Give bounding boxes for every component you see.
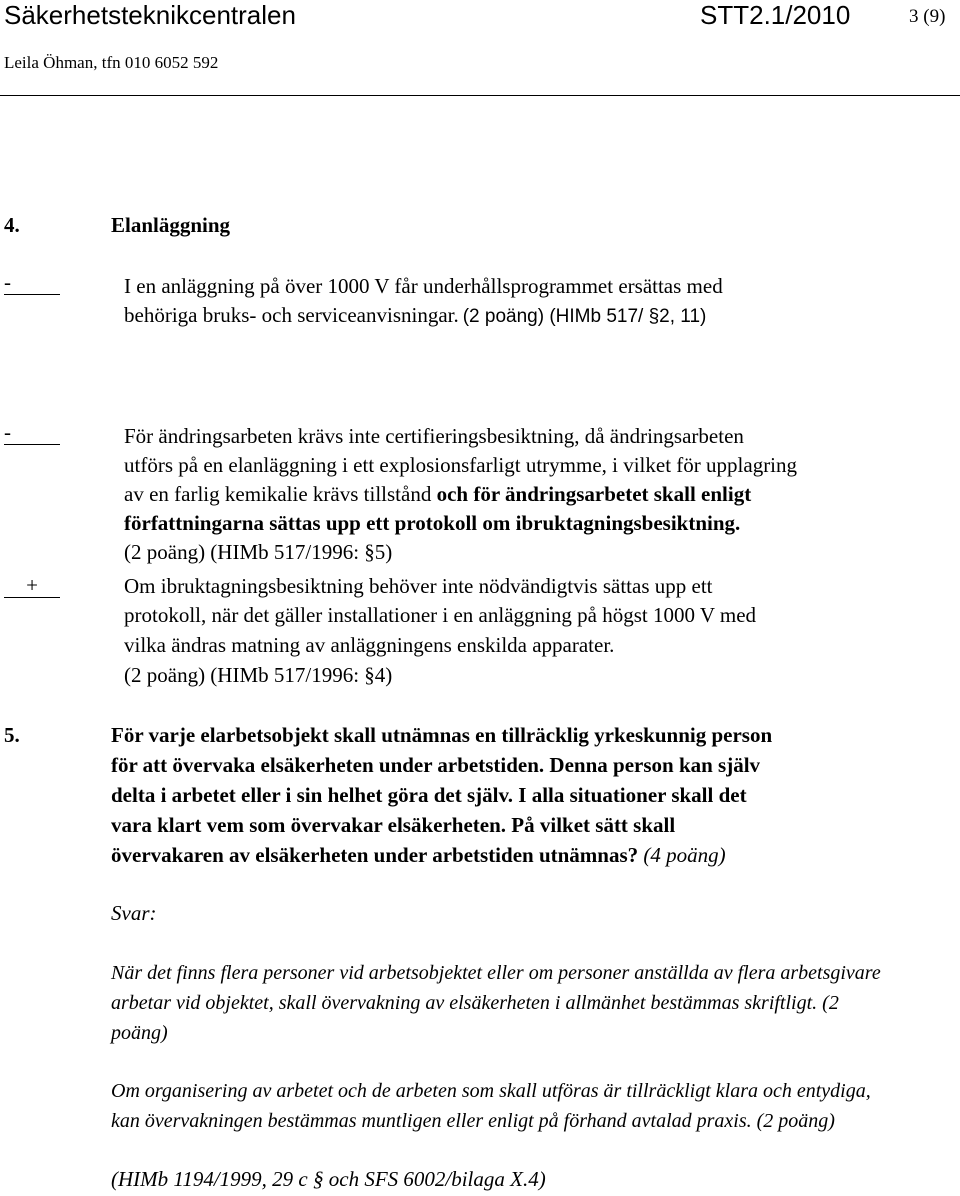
item-2-line-3 xyxy=(124,479,751,509)
item-3-line-1: Om ibruktagningsbesiktning behöver inte nödvändigtvis sättas upp ett xyxy=(124,574,713,598)
item-3-ref: (2 poäng) (HIMb 517/1996: §4) xyxy=(124,663,393,687)
item-3-line-3: vilka ändras matning av anläggningens enskilda apparater. xyxy=(124,633,615,657)
item-2-bold-line-1: och för ändringsarbetet skall enligt xyxy=(436,482,752,506)
question-line-2: för att övervaka elsäkerheten under arbetstiden. Denna person kan själv xyxy=(111,753,761,777)
item-2-line-1: För ändringsarbeten krävs inte certifieringsbesiktning, då ändringsarbeten xyxy=(124,424,744,448)
section-4-number: 4. xyxy=(4,213,20,237)
question-line-3: delta i arbetet eller i sin helhet göra det själv. I alla situationer skall det xyxy=(111,783,747,807)
item-3-mark: + xyxy=(4,573,60,598)
item-1-mark: - xyxy=(4,270,60,295)
question-line-4: vara klart vem som övervakar elsäkerheten. På vilket sätt skall xyxy=(111,813,676,837)
item-2-line-3-text: av en farlig kemikalie krävs tillstånd xyxy=(124,482,432,506)
section-5-number: 5. xyxy=(4,723,20,747)
question-line-5 xyxy=(111,840,726,870)
item-2-bold-line-2: författningarna sättas upp ett protokoll om ibruktagningsbesiktning. xyxy=(124,511,741,535)
answer-label: Svar: xyxy=(111,901,157,925)
question-points: (4 poäng) xyxy=(643,843,726,867)
author-contact: Leila Öhman, tfn 010 6052 592 xyxy=(4,53,219,72)
item-1-ref: (2 poäng) (HIMb 517/ §2, 11) xyxy=(462,306,707,327)
item-2-ref: (2 poäng) (HIMb 517/1996: §5) xyxy=(124,540,393,564)
question-line-1: För varje elarbetsobjekt skall utnämnas en tillräcklig yrkeskunnig person xyxy=(111,723,773,747)
page-number: 3 (9) xyxy=(909,6,946,27)
question-line-5-text: övervakaren av elsäkerheten under arbetstiden utnämnas? xyxy=(111,843,639,867)
answer-p1-line-1: När det finns flera personer vid arbetsobjektet eller om personer anställda av flera arbetsgivare xyxy=(111,962,881,984)
answer-p1-line-2: arbetar vid objektet, skall övervakning av elsäkerheten i allmänhet bestämmas skriftligt. (2 xyxy=(111,992,839,1014)
item-3-line-2: protokoll, när det gäller installationer i en anläggning på högst 1000 V med xyxy=(124,603,757,627)
item-1-line-1: I en anläggning på över 1000 V får underhållsprogrammet ersättas med xyxy=(124,274,723,298)
document-code: STT2.1/2010 xyxy=(700,0,851,30)
answer-p2-line-1: Om organisering av arbetet och de arbeten som skall utföras är tillräckligt klara och entydiga, xyxy=(111,1080,871,1102)
item-1-line-2-text: behöriga bruks- och serviceanvisningar. xyxy=(124,303,459,327)
item-2-mark: - xyxy=(4,420,60,445)
item-1-line-2 xyxy=(124,300,706,332)
answer-reference: (HIMb 1194/1999, 29 c § och SFS 6002/bilaga X.4) xyxy=(111,1167,546,1191)
item-2-line-2: utförs på en elanläggning i ett explosionsfarligt utrymme, i vilket för upplagring xyxy=(124,453,798,477)
organization-name: Säkerhetsteknikcentralen xyxy=(4,0,296,30)
header-rule xyxy=(0,95,960,96)
answer-p1-line-3: poäng) xyxy=(111,1022,168,1044)
section-4-title: Elanläggning xyxy=(111,213,231,237)
answer-p2-line-2: kan övervakningen bestämmas muntligen eller enligt på förhand avtalad praxis. (2 poäng) xyxy=(111,1110,835,1132)
